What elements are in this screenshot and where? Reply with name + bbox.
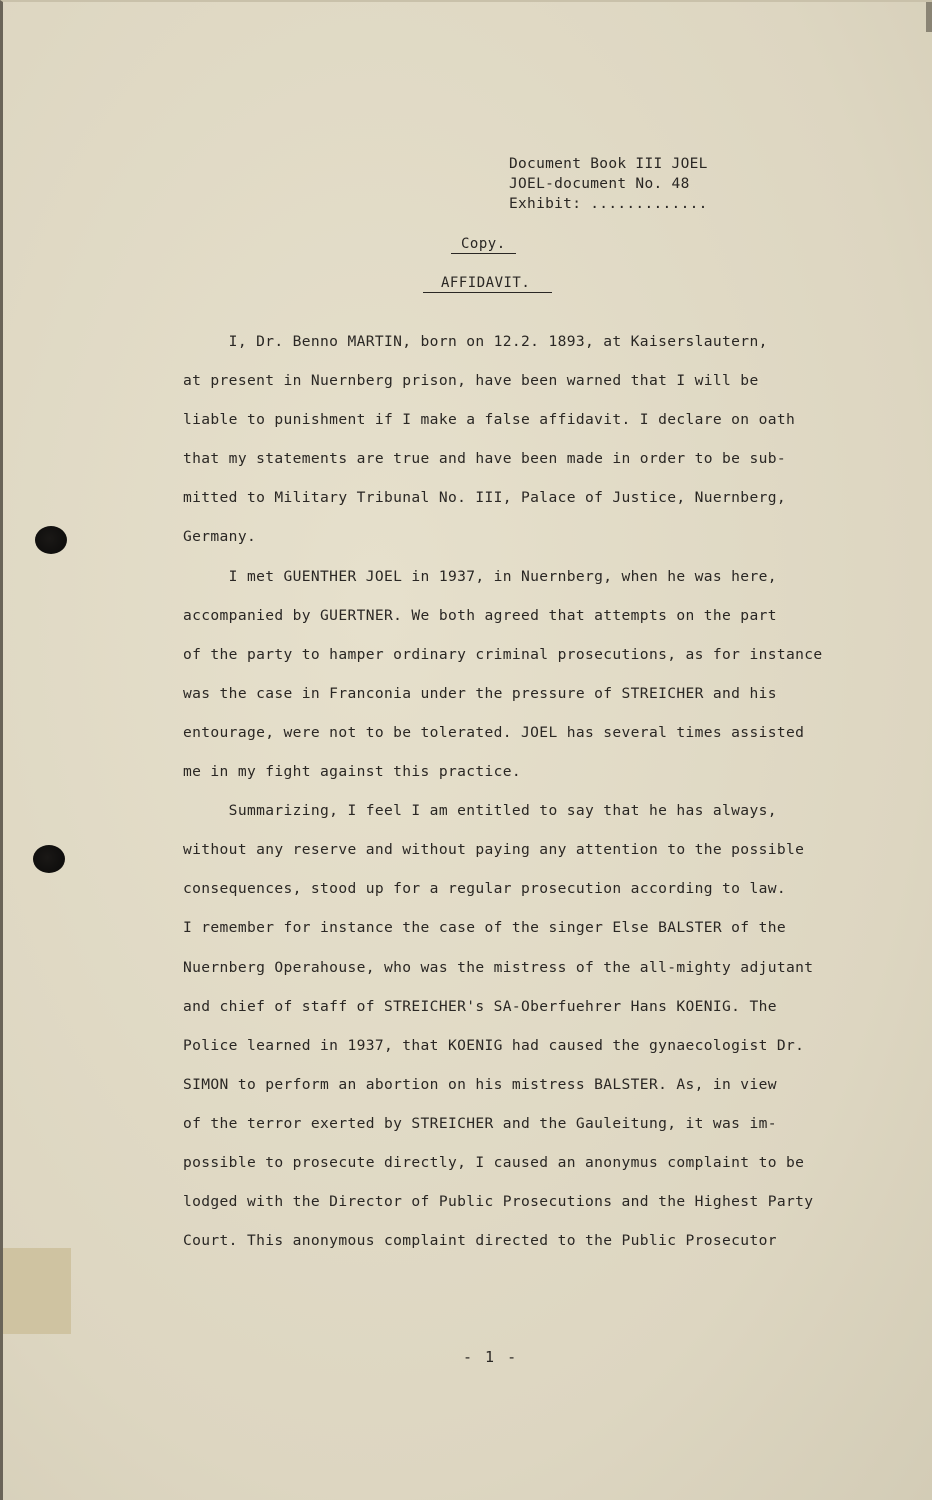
affidavit-body	[183, 328, 873, 1266]
body-line: liable to punishment if I make a false affidavit. I declare on oath	[183, 411, 796, 429]
body-line: mitted to Military Tribunal No. III, Palace of Justice, Nuernberg,	[183, 489, 786, 507]
body-line: I met GUENTHER JOEL in 1937, in Nuernberg, when he was here,	[183, 567, 777, 585]
body-line: that my statements are true and have been made in order to be sub-	[183, 450, 786, 468]
body-line: Police learned in 1937, that KOENIG had caused the gynaecologist Dr.	[183, 1036, 805, 1054]
body-line: I remember for instance the case of the singer Else BALSTER of the	[183, 919, 786, 937]
body-line: of the terror exerted by STREICHER and the Gauleitung, it was im-	[183, 1114, 777, 1132]
copy-label: Copy.	[451, 236, 516, 254]
header-line-book: Document Book III JOEL	[509, 156, 708, 172]
punch-hole	[35, 526, 67, 554]
body-line: Germany.	[183, 528, 257, 546]
page-corner-shadow	[926, 2, 932, 32]
document-header	[509, 154, 708, 214]
body-line: and chief of staff of STREICHER's SA-Oberfuehrer Hans KOENIG. The	[183, 997, 777, 1015]
body-line: SIMON to perform an abortion on his mistress BALSTER. As, in view	[183, 1075, 777, 1093]
body-line: consequences, stood up for a regular prosecution according to law.	[183, 880, 786, 898]
body-line: was the case in Franconia under the pressure of STREICHER and his	[183, 684, 777, 702]
body-line: Summarizing, I feel I am entitled to say that he has always,	[183, 802, 777, 820]
punch-hole	[33, 845, 65, 873]
body-line: Court. This anonymous complaint directed to the Public Prosecutor	[183, 1232, 777, 1250]
paper-stain	[3, 1248, 71, 1334]
document-title: AFFIDAVIT.	[423, 275, 552, 293]
body-line: me in my fight against this practice.	[183, 763, 522, 781]
body-line: entourage, were not to be tolerated. JOEL has several times assisted	[183, 723, 805, 741]
header-line-exhibit: Exhibit: .............	[509, 196, 708, 212]
body-line: without any reserve and without paying any attention to the possible	[183, 841, 805, 859]
body-line: accompanied by GUERTNER. We both agreed that attempts on the part	[183, 606, 777, 624]
body-line: possible to prosecute directly, I caused an anonymus complaint to be	[183, 1153, 805, 1171]
body-line: I, Dr. Benno MARTIN, born on 12.2. 1893, at Kaiserslautern,	[183, 333, 768, 350]
body-line: lodged with the Director of Public Prosecutions and the Highest Party	[183, 1193, 814, 1211]
body-line: of the party to hamper ordinary criminal prosecutions, as for instance	[183, 645, 823, 663]
body-line: at present in Nuernberg prison, have been warned that I will be	[183, 372, 759, 390]
body-line: Nuernberg Operahouse, who was the mistress of the all-mighty adjutant	[183, 958, 814, 976]
page-number: - 1 -	[463, 1348, 519, 1366]
header-line-document-no: JOEL-document No. 48	[509, 176, 690, 192]
